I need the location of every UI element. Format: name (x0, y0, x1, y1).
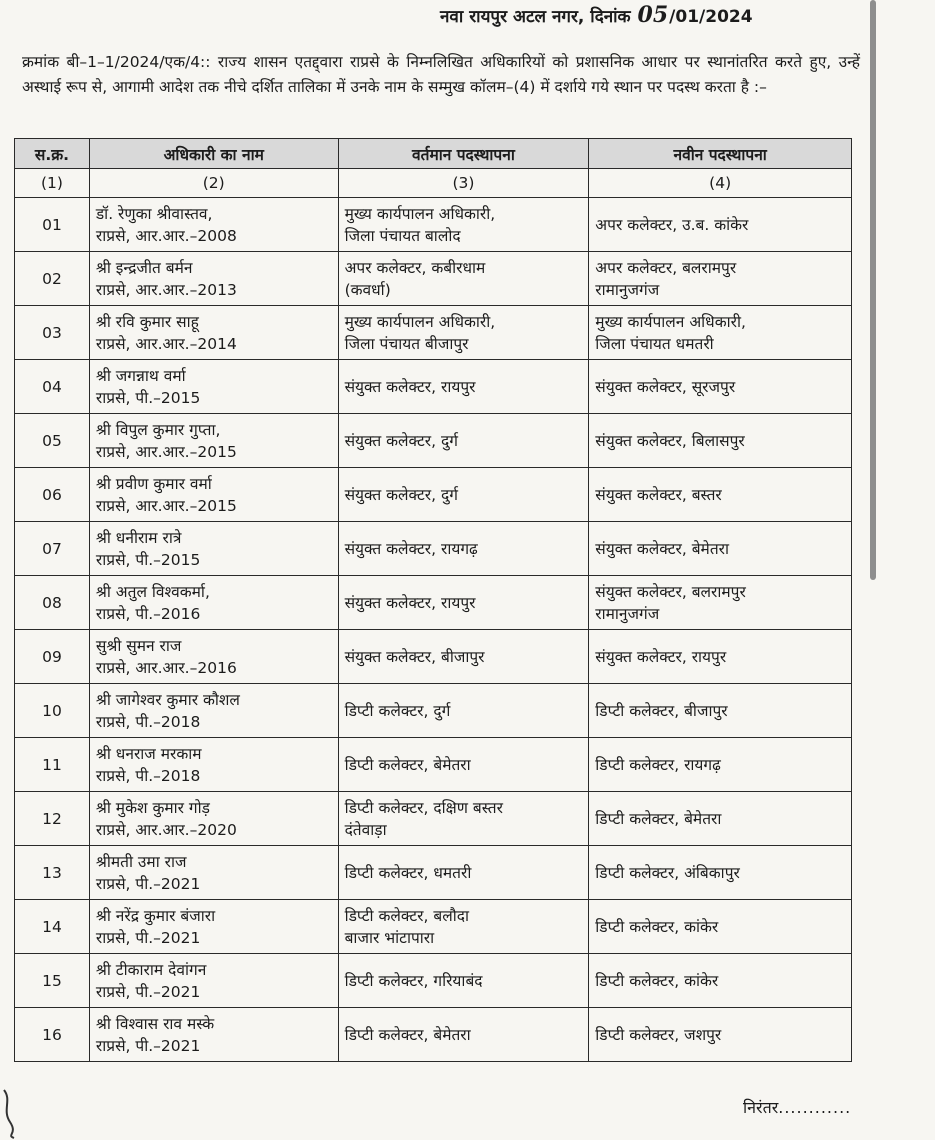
current-posting-cell (338, 198, 589, 252)
serial-cell-line: 09 (42, 647, 62, 666)
officer-name-cell (89, 522, 338, 576)
officer-name-cell (89, 846, 338, 900)
officer-name-cell (89, 360, 338, 414)
new-posting-cell-line: रामानुजगंज (595, 604, 660, 623)
table-row (15, 198, 852, 252)
date-day-handwritten: 05 (637, 2, 669, 28)
new-posting-cell (589, 954, 852, 1008)
new-posting-cell (589, 252, 852, 306)
new-posting-cell-line: संयुक्त कलेक्टर, बेमेतरा (595, 539, 730, 558)
current-posting-cell (338, 954, 589, 1008)
current-posting-cell (338, 522, 589, 576)
new-posting-cell-line: मुख्य कार्यपालन अधिकारी, (595, 312, 746, 331)
new-posting-cell-line: डिप्टी कलेक्टर, कांकेर (595, 971, 719, 990)
officer-name-cell (89, 576, 338, 630)
officer-name-cell-line: राप्रसे, आर.आर.–2013 (95, 280, 237, 299)
continued-label: निरंतर (743, 1098, 779, 1117)
officer-name-cell (89, 252, 338, 306)
serial-cell-line: 14 (42, 917, 62, 936)
officer-name-cell (89, 738, 338, 792)
officer-name-cell-line: श्री नरेंद्र कुमार बंजारा (95, 906, 216, 925)
table-row (15, 846, 852, 900)
new-posting-cell (589, 900, 852, 954)
serial-cell-line: 16 (42, 1025, 62, 1044)
table-header-row (15, 139, 852, 169)
officer-name-cell (89, 306, 338, 360)
order-paragraph: क्रमांक बी–1–1/2024/एक/4:: राज्य शासन एतद्द्वारा राप्रसे के निम्नलिखित अधिकारियों को प्रशासनिक आधार पर स्थानांतरित करते हुए, उन्हें अस्थाई रूप से, आगामी आदेश तक नीचे दर्शित तालिका में उनके नाम के सम्मुख कॉलम–(4) में दर्शाये गये स्थान पर पदस्थ करता है :– (22, 53, 860, 96)
place-prefix: नवा रायपुर अटल नगर, दिनांक (440, 7, 631, 27)
table-body (15, 198, 852, 1062)
current-posting-cell-line: डिप्टी कलेक्टर, बलौदा (344, 906, 469, 925)
table-row (15, 954, 852, 1008)
current-posting-cell-line: मुख्य कार्यपालन अधिकारी, (344, 312, 496, 331)
new-posting-cell-line: संयुक्त कलेक्टर, सूरजपुर (595, 377, 736, 396)
current-posting-cell (338, 468, 589, 522)
officer-name-cell-line: राप्रसे, पी.–2021 (95, 1036, 201, 1055)
current-posting-cell (338, 1008, 589, 1062)
serial-cell (15, 684, 90, 738)
officer-name-cell-line: राप्रसे, पी.–2015 (95, 550, 201, 569)
officer-name-cell-line: सुश्री सुमन राज (95, 636, 182, 655)
serial-cell-line: 15 (42, 971, 62, 990)
officer-name-cell-line: राप्रसे, पी.–2015 (95, 388, 201, 407)
officer-name-cell (89, 684, 338, 738)
serial-cell (15, 252, 90, 306)
serial-cell (15, 738, 90, 792)
current-posting-cell-line: (कवर्धा) (344, 280, 391, 299)
serial-cell-line: 11 (42, 755, 62, 774)
officer-name-cell-line: राप्रसे, पी.–2021 (95, 928, 201, 947)
new-posting-cell-line: डिप्टी कलेक्टर, अंबिकापुर (595, 863, 740, 882)
officer-name-cell-line: डॉ. रेणुका श्रीवास्तव, (95, 204, 213, 223)
officer-name-cell (89, 198, 338, 252)
current-posting-cell-line: मुख्य कार्यपालन अधिकारी, (344, 204, 496, 223)
officer-name-cell (89, 414, 338, 468)
header-serial: स.क्र. (15, 139, 90, 169)
current-posting-cell (338, 576, 589, 630)
serial-cell-line: 01 (42, 215, 62, 234)
new-posting-cell-line: डिप्टी कलेक्टर, बेमेतरा (595, 809, 722, 828)
officer-name-cell-line: श्री धनीराम रात्रे (95, 528, 182, 547)
serial-cell (15, 306, 90, 360)
officer-name-cell-line: राप्रसे, पी.–2018 (95, 766, 201, 785)
officer-name-cell (89, 630, 338, 684)
officer-name-cell (89, 468, 338, 522)
table-row (15, 468, 852, 522)
serial-cell (15, 198, 90, 252)
table-row (15, 360, 852, 414)
serial-cell-line: 02 (42, 269, 62, 288)
table-row (15, 306, 852, 360)
new-posting-cell-line: डिप्टी कलेक्टर, जशपुर (595, 1025, 722, 1044)
serial-cell (15, 630, 90, 684)
current-posting-cell (338, 360, 589, 414)
current-posting-cell-line: डिप्टी कलेक्टर, बेमेतरा (344, 1025, 471, 1044)
new-posting-cell (589, 738, 852, 792)
serial-cell (15, 576, 90, 630)
officer-name-cell-line: राप्रसे, पी.–2016 (95, 604, 201, 623)
current-posting-cell-line: डिप्टी कलेक्टर, दुर्ग (344, 701, 451, 720)
serial-cell-line: 08 (42, 593, 62, 612)
officer-name-cell-line: राप्रसे, आर.आर.–2015 (95, 442, 237, 461)
current-posting-cell (338, 306, 589, 360)
current-posting-cell-line: संयुक्त कलेक्टर, बीजापुर (344, 647, 485, 666)
serial-cell-line: 10 (42, 701, 62, 720)
current-posting-cell (338, 738, 589, 792)
serial-cell-line: 12 (42, 809, 62, 828)
officer-name-cell-line: श्री मुकेश कुमार गोड़ (95, 798, 210, 817)
officer-name-cell-line: श्री जागेश्वर कुमार कौशल (95, 690, 240, 709)
officer-name-cell-line: राप्रसे, आर.आर.–2016 (95, 658, 237, 677)
serial-cell (15, 900, 90, 954)
current-posting-cell (338, 900, 589, 954)
new-posting-cell-line: डिप्टी कलेक्टर, कांकेर (595, 917, 719, 936)
table-row (15, 630, 852, 684)
new-posting-cell (589, 630, 852, 684)
serial-cell-line: 06 (42, 485, 62, 504)
officer-name-cell-line: श्री धनराज मरकाम (95, 744, 202, 763)
column-number-row (15, 169, 852, 198)
table-row (15, 522, 852, 576)
col-number-1: (1) (15, 169, 90, 198)
table-row (15, 576, 852, 630)
current-posting-cell-line: संयुक्त कलेक्टर, रायपुर (344, 377, 476, 396)
officer-name-cell-line: राप्रसे, पी.–2021 (95, 874, 201, 893)
table-row (15, 684, 852, 738)
serial-cell (15, 846, 90, 900)
current-posting-cell (338, 792, 589, 846)
officer-name-cell-line: श्री अतुल विश्वकर्मा, (95, 582, 210, 601)
current-posting-cell-line: डिप्टी कलेक्टर, दक्षिण बस्तर (344, 798, 503, 817)
header-new-posting: नवीन पदस्थापना (589, 139, 852, 169)
header-current-posting: वर्तमान पदस्थापना (338, 139, 589, 169)
new-posting-cell-line: डिप्टी कलेक्टर, रायगढ़ (595, 755, 721, 774)
continued-dots: ............ (778, 1098, 852, 1117)
serial-cell (15, 468, 90, 522)
table-row (15, 792, 852, 846)
officer-name-cell-line: राप्रसे, पी.–2018 (95, 712, 201, 731)
continued-marker (743, 1096, 851, 1118)
officer-name-cell-line: राप्रसे, पी.–2021 (95, 982, 201, 1001)
serial-cell (15, 360, 90, 414)
new-posting-cell-line: संयुक्त कलेक्टर, रायपुर (595, 647, 727, 666)
current-posting-cell-line: संयुक्त कलेक्टर, दुर्ग (344, 431, 458, 450)
new-posting-cell (589, 198, 852, 252)
current-posting-cell (338, 846, 589, 900)
officer-name-cell-line: राप्रसे, आर.आर.–2015 (95, 496, 237, 515)
transfer-table (14, 138, 852, 1062)
officer-name-cell-line: राप्रसे, आर.आर.–2020 (95, 820, 237, 839)
new-posting-cell (589, 576, 852, 630)
table-row (15, 1008, 852, 1062)
officer-name-cell (89, 954, 338, 1008)
new-posting-cell (589, 846, 852, 900)
current-posting-cell-line: डिप्टी कलेक्टर, गरियाबंद (344, 971, 483, 990)
new-posting-cell-line: अपर कलेक्टर, उ.ब. कांकेर (595, 215, 749, 234)
current-posting-cell-line: दंतेवाड़ा (344, 820, 387, 839)
officer-name-cell-line: श्री रवि कुमार साहू (95, 312, 199, 331)
new-posting-cell (589, 684, 852, 738)
officer-name-cell (89, 1008, 338, 1062)
current-posting-cell-line: संयुक्त कलेक्टर, दुर्ग (344, 485, 458, 504)
place-date-line (440, 2, 860, 28)
new-posting-cell-line: रामानुजगंज (595, 280, 660, 299)
new-posting-cell (589, 1008, 852, 1062)
serial-cell (15, 954, 90, 1008)
officer-name-cell (89, 792, 338, 846)
current-posting-cell (338, 684, 589, 738)
current-posting-cell (338, 252, 589, 306)
officer-name-cell-line: राप्रसे, आर.आर.–2008 (95, 226, 237, 245)
new-posting-cell (589, 414, 852, 468)
new-posting-cell (589, 522, 852, 576)
new-posting-cell-line: जिला पंचायत धमतरी (595, 334, 714, 353)
header-officer-name: अधिकारी का नाम (89, 139, 338, 169)
current-posting-cell-line: बाजार भांटापारा (344, 928, 435, 947)
current-posting-cell-line: डिप्टी कलेक्टर, धमतरी (344, 863, 472, 882)
serial-cell-line: 04 (42, 377, 62, 396)
officer-name-cell-line: श्रीमती उमा राज (95, 852, 187, 871)
current-posting-cell-line: अपर कलेक्टर, कबीरधाम (344, 258, 486, 277)
current-posting-cell-line: संयुक्त कलेक्टर, रायगढ़ (344, 539, 478, 558)
table-row (15, 738, 852, 792)
table-row (15, 252, 852, 306)
serial-cell (15, 792, 90, 846)
date-month-year: /01/2024 (669, 7, 753, 27)
current-posting-cell-line: जिला पंचायत बालोद (344, 226, 461, 245)
officer-name-cell-line: श्री प्रवीण कुमार वर्मा (95, 474, 212, 493)
new-posting-cell (589, 468, 852, 522)
current-posting-cell (338, 630, 589, 684)
new-posting-cell-line: संयुक्त कलेक्टर, बस्तर (595, 485, 722, 504)
serial-cell-line: 07 (42, 539, 62, 558)
vertical-scrollbar[interactable] (870, 0, 876, 580)
officer-name-cell-line: श्री टीकाराम देवांगन (95, 960, 207, 979)
current-posting-cell (338, 414, 589, 468)
officer-name-cell-line: श्री विश्वास राव मस्के (95, 1014, 215, 1033)
new-posting-cell-line: डिप्टी कलेक्टर, बीजापुर (595, 701, 728, 720)
officer-name-cell-line: श्री विपुल कुमार गुप्ता, (95, 420, 221, 439)
officer-name-cell (89, 900, 338, 954)
new-posting-cell (589, 360, 852, 414)
officer-name-cell-line: श्री जगन्नाथ वर्मा (95, 366, 186, 385)
new-posting-cell (589, 306, 852, 360)
current-posting-cell-line: जिला पंचायत बीजापुर (344, 334, 469, 353)
current-posting-cell-line: डिप्टी कलेक्टर, बेमेतरा (344, 755, 471, 774)
serial-cell (15, 414, 90, 468)
serial-cell (15, 522, 90, 576)
officer-name-cell-line: राप्रसे, आर.आर.–2014 (95, 334, 237, 353)
new-posting-cell-line: अपर कलेक्टर, बलरामपुर (595, 258, 737, 277)
new-posting-cell-line: संयुक्त कलेक्टर, बलरामपुर (595, 582, 746, 601)
serial-cell-line: 03 (42, 323, 62, 342)
serial-cell (15, 1008, 90, 1062)
table-row (15, 414, 852, 468)
serial-cell-line: 05 (42, 431, 62, 450)
new-posting-cell (589, 792, 852, 846)
signature-stroke (0, 1080, 20, 1140)
new-posting-cell-line: संयुक्त कलेक्टर, बिलासपुर (595, 431, 745, 450)
table-row (15, 900, 852, 954)
col-number-2: (2) (89, 169, 338, 198)
col-number-3: (3) (338, 169, 589, 198)
current-posting-cell-line: संयुक्त कलेक्टर, रायपुर (344, 593, 476, 612)
col-number-4: (4) (589, 169, 852, 198)
serial-cell-line: 13 (42, 863, 62, 882)
officer-name-cell-line: श्री इन्द्रजीत बर्मन (95, 258, 193, 277)
